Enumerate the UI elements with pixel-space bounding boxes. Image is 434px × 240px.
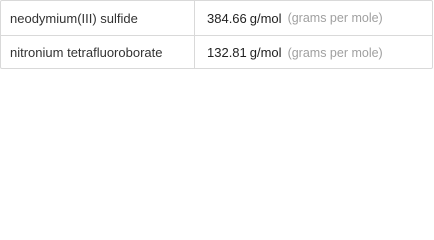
molar-mass-cell [195,1,432,35]
compound-name-cell [1,36,195,69]
table-row [1,1,432,35]
unit-description: (grams per mole) [287,45,383,60]
molar-mass-unit: g/mol [249,45,282,60]
molar-mass-cell [195,36,432,69]
compound-name-cell [1,1,195,35]
molar-mass-table [0,0,433,69]
unit-description: (grams per mole) [287,11,383,25]
table-row [1,35,432,69]
molar-mass-unit: g/mol [249,10,282,26]
molar-mass-value: 132.81 [207,45,247,60]
compound-name: neodymium(III) sulfide [10,10,138,26]
compound-name: nitronium tetrafluoroborate [10,45,163,60]
molar-mass-value: 384.66 [207,10,247,26]
